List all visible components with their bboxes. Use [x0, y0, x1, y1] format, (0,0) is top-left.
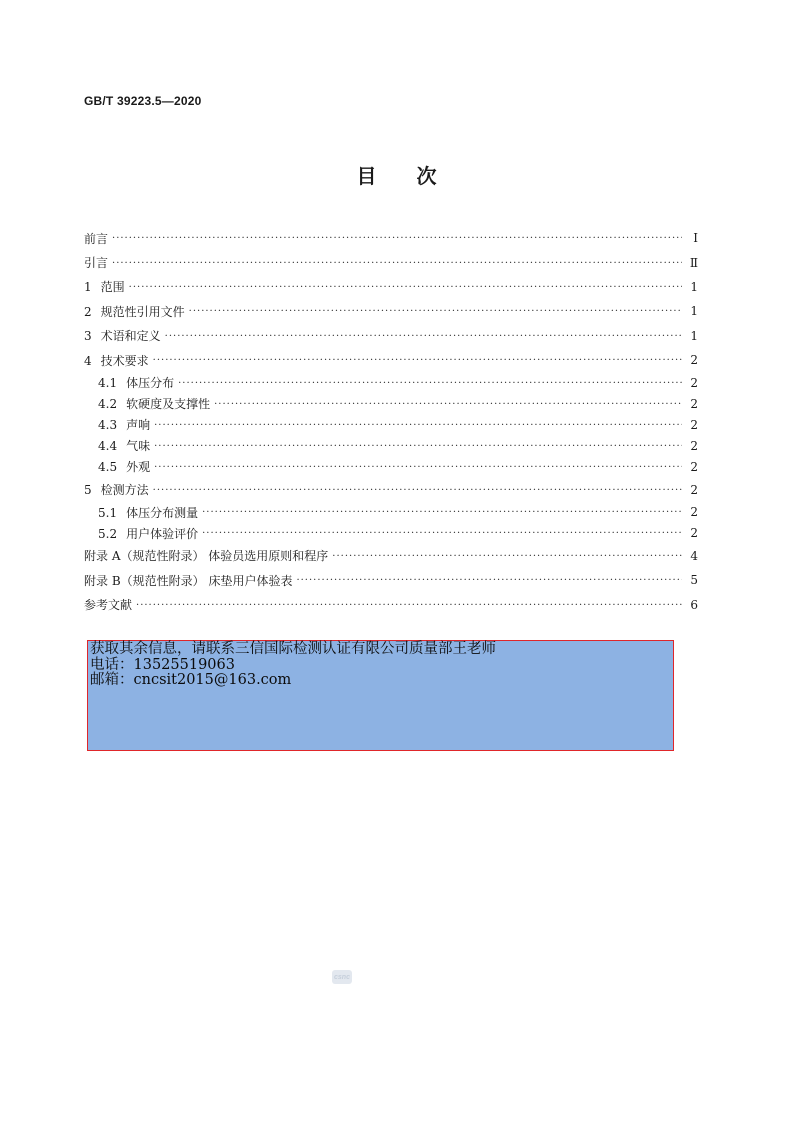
- toc-entry-label: [98, 437, 154, 454]
- toc-entry-page: 5: [690, 573, 698, 588]
- toc-entry-page: 2: [690, 417, 698, 432]
- toc-entry-page: 2: [690, 459, 698, 474]
- toc-entry-label: [84, 596, 136, 613]
- toc-entry[interactable]: [84, 226, 698, 250]
- toc-entry[interactable]: [84, 414, 698, 435]
- toc-dot-leader: [296, 575, 682, 586]
- toc-entry-text: 规范性引用文件: [100, 304, 185, 319]
- toc-entry-page: 1: [690, 328, 698, 343]
- notice-line-phone: 电话：13525519063: [90, 656, 235, 673]
- toc-dot-leader: [112, 233, 682, 244]
- toc-entry-number: 4.4: [98, 439, 118, 454]
- notice-line-email: 邮箱：cncsit2015@163.com: [90, 672, 292, 689]
- toc-entry-number: 1: [84, 280, 92, 295]
- toc-entry[interactable]: [84, 568, 698, 592]
- toc-entry-text: 软硬度及支撑性: [126, 397, 211, 412]
- toc-entry-label: [84, 278, 129, 295]
- toc-entry[interactable]: [84, 477, 698, 501]
- toc-entry[interactable]: [84, 250, 698, 274]
- toc-entry[interactable]: [84, 275, 698, 299]
- toc-entry[interactable]: [84, 544, 698, 568]
- toc-entry[interactable]: [84, 324, 698, 348]
- toc-dot-leader: [154, 462, 682, 473]
- title-char-1: 目: [356, 164, 377, 188]
- toc-dot-leader: [154, 420, 682, 431]
- toc-dot-leader: [214, 399, 682, 410]
- toc-entry-text: 气味: [126, 439, 151, 454]
- toc-entry-text: 引言: [84, 256, 109, 271]
- toc-entry-text: 范围: [100, 280, 125, 295]
- toc-entry[interactable]: [84, 593, 698, 617]
- standard-code: GB/T 39223.5—2020: [84, 94, 202, 108]
- toc-entry-text: 声响: [126, 418, 151, 433]
- toc-dot-leader: [154, 441, 682, 452]
- toc-entry-label: [98, 374, 178, 391]
- contact-notice: [87, 640, 674, 751]
- toc-entry-text: 外观: [126, 460, 151, 475]
- toc-entry[interactable]: [84, 372, 698, 393]
- toc-entry-label: [98, 525, 202, 542]
- toc-entry-page: 4: [690, 548, 698, 563]
- toc-entry-page: Ⅱ: [689, 255, 698, 270]
- toc-dot-leader: [129, 282, 682, 293]
- toc-dot-leader: [189, 306, 682, 317]
- toc-entry-text: 技术要求: [100, 353, 149, 368]
- watermark-logo: csnc: [332, 970, 352, 984]
- toc-entry-number: 4.1: [98, 376, 118, 391]
- toc-dot-leader: [165, 331, 682, 342]
- table-of-contents: [84, 226, 698, 617]
- toc-entry-page: 2: [690, 482, 698, 497]
- toc-entry-text: 用户体验评价: [126, 526, 199, 541]
- toc-entry-text: 附录 A（规范性附录） 体验员选用原则和程序: [84, 549, 329, 564]
- toc-entry-text: 检测方法: [100, 483, 149, 498]
- toc-entry-label: [84, 303, 189, 320]
- toc-entry-text: 参考文献: [84, 598, 133, 613]
- toc-entry[interactable]: [84, 393, 698, 414]
- title-char-2: 次: [416, 164, 437, 188]
- toc-entry[interactable]: [84, 523, 698, 544]
- toc-entry-number: 3: [84, 329, 92, 344]
- toc-dot-leader: [153, 355, 682, 366]
- toc-entry-page: 2: [690, 375, 698, 390]
- toc-entry-number: 5.1: [98, 505, 118, 520]
- toc-entry-label: [84, 352, 153, 369]
- toc-entry[interactable]: [84, 299, 698, 323]
- toc-entry[interactable]: [84, 502, 698, 523]
- toc-entry-label: [84, 481, 153, 498]
- toc-entry-page: Ⅰ: [693, 231, 698, 246]
- toc-entry-label: [84, 230, 112, 247]
- toc-entry-number: 4.3: [98, 418, 118, 433]
- toc-entry-page: 2: [690, 396, 698, 411]
- toc-entry-text: 前言: [84, 231, 109, 246]
- toc-entry-text: 体压分布: [126, 376, 175, 391]
- toc-entry-number: 4.5: [98, 460, 118, 475]
- toc-entry[interactable]: [84, 435, 698, 456]
- toc-entry-label: [84, 572, 296, 589]
- toc-entry-number: 4.2: [98, 397, 118, 412]
- toc-entry[interactable]: [84, 348, 698, 372]
- toc-entry-number: 5.2: [98, 526, 118, 541]
- toc-entry-text: 体压分布测量: [126, 505, 199, 520]
- toc-entry-number: 2: [84, 304, 92, 319]
- toc-entry-text: 附录 B（规范性附录） 床垫用户体验表: [84, 573, 293, 588]
- toc-entry-number: 4: [84, 353, 92, 368]
- toc-entry-label: [84, 327, 165, 344]
- toc-entry-label: [98, 416, 154, 433]
- toc-dot-leader: [112, 258, 682, 269]
- toc-dot-leader: [178, 378, 682, 389]
- toc-entry-page: 2: [690, 353, 698, 368]
- toc-entry[interactable]: [84, 456, 698, 477]
- page-title: [0, 160, 793, 189]
- notice-line-info: 获取其余信息，请联系三信国际检测认证有限公司质量部王老师: [90, 641, 496, 657]
- toc-entry-label: [98, 458, 154, 475]
- toc-entry-label: [98, 395, 214, 412]
- toc-dot-leader: [202, 528, 682, 539]
- toc-entry-page: 6: [690, 597, 698, 612]
- toc-entry-page: 2: [690, 505, 698, 520]
- toc-entry-page: 2: [690, 438, 698, 453]
- toc-dot-leader: [136, 600, 682, 611]
- toc-entry-page: 1: [690, 304, 698, 319]
- toc-dot-leader: [153, 485, 682, 496]
- toc-entry-page: 2: [690, 526, 698, 541]
- toc-entry-label: [84, 547, 332, 564]
- toc-entry-number: 5: [84, 483, 92, 498]
- toc-entry-label: [84, 254, 112, 271]
- toc-entry-page: 1: [690, 279, 698, 294]
- toc-entry-label: [98, 504, 202, 521]
- toc-dot-leader: [332, 551, 682, 562]
- toc-dot-leader: [202, 507, 682, 518]
- toc-entry-text: 术语和定义: [100, 329, 161, 344]
